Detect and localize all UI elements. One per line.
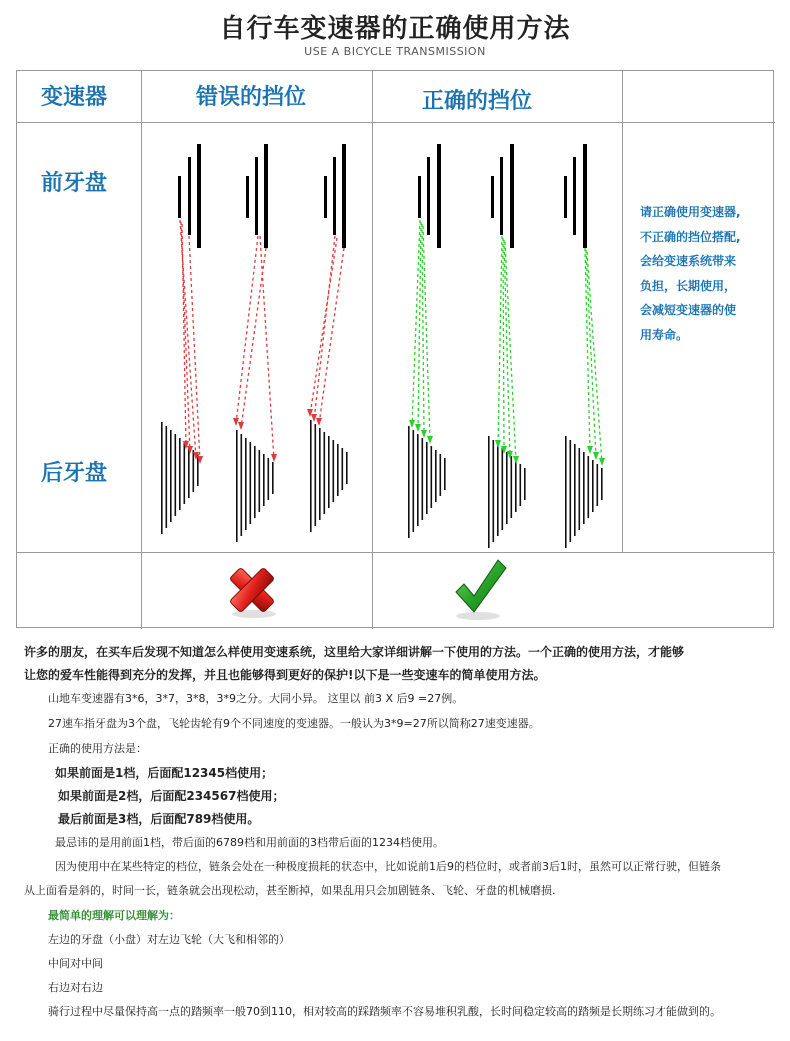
- cassette-cog: [435, 450, 437, 502]
- chain-lines-wrong: [180, 220, 344, 462]
- cassette-cog: [583, 452, 585, 524]
- cassette-cog: [324, 432, 326, 514]
- cassette-cog: [588, 456, 590, 518]
- page-title: 自行车变速器的正确使用方法: [219, 14, 571, 44]
- rear-cassette-wrong-3: [310, 420, 348, 532]
- cassette-cog: [175, 434, 177, 516]
- rear-cassette-wrong-2: [236, 430, 274, 542]
- cassette-cog: [250, 442, 252, 524]
- cassette-cog: [241, 434, 243, 536]
- page-subtitle: USE A BICYCLE TRANSMISSION: [304, 45, 486, 58]
- cassette-cog: [310, 420, 312, 532]
- correct-method-heading: 正确的使用方法是：: [48, 742, 147, 755]
- header-shifter: 变速器: [41, 85, 108, 110]
- note-line: 会减短变速器的使: [640, 303, 737, 317]
- note-line: 不正确的挡位搭配,: [640, 229, 741, 244]
- cassette-cog: [579, 448, 581, 530]
- simple-rule-left: 左边的牙盘（小盘）对左边飞轮（大飞和相邻的）: [48, 933, 290, 946]
- cassette-cog: [263, 454, 265, 506]
- cassette-cog: [254, 446, 256, 518]
- cassette-cog: [520, 464, 522, 506]
- cassette-cog: [592, 460, 594, 512]
- mtb-gear-types: 山地车变速器有3*6，3*7，3*8，3*9之分。大同小异。 这里以 前3 X 后9 =27例。: [48, 692, 464, 705]
- note-line: 会给变速系统带来: [640, 254, 737, 268]
- cadence-advice: 骑行过程中尽量保持高一点的踏频率一般70到110，相对较高的踩踏频率不容易堆积乳酸，长时间稳定较高的踏频是长期练习才能做到的。: [48, 1005, 721, 1018]
- cassette-cog: [488, 436, 490, 548]
- rule-gear-3: 最后前面是3档，后面配789档使用。: [58, 812, 260, 826]
- cassette-cog: [502, 448, 504, 530]
- cassette-cog: [268, 458, 270, 500]
- row-label-rear-cassette: 后牙盘: [41, 461, 108, 486]
- cassette-cog: [574, 444, 576, 536]
- cassette-cog: [236, 430, 238, 542]
- cassette-cog: [342, 448, 344, 490]
- front-chainring-wrong-3: [324, 144, 346, 248]
- cassette-cog: [170, 430, 172, 522]
- cassette-cog: [431, 446, 433, 508]
- cassette-cog: [440, 454, 442, 496]
- cassette-cog: [166, 426, 168, 528]
- front-chainring-correct-3: [564, 144, 587, 248]
- cassette-cog: [328, 436, 330, 508]
- cassette-cog: [493, 440, 495, 542]
- cassette-cog: [565, 436, 567, 548]
- chain-arrowheads-wrong: [183, 409, 322, 464]
- header-correct-gear: 正确的挡位: [422, 89, 533, 114]
- cassette-cog: [259, 450, 261, 512]
- cassette-cog: [515, 460, 517, 512]
- cassette-cog: [245, 438, 247, 530]
- chain-lines-correct: [412, 220, 602, 464]
- cassette-cog: [319, 428, 321, 520]
- row-label-front-chainring: 前牙盘: [41, 171, 108, 196]
- simple-rule-middle: 中间对中间: [48, 957, 103, 970]
- reason-line-2: 从上面看是斜的，时间一长，链条就会出现松动，甚至断掉，如果乱用只会加剧链条、飞轮、牙盘的机械磨损.: [24, 884, 556, 897]
- cassette-cog: [179, 438, 181, 510]
- cassette-cog: [408, 426, 410, 538]
- cassette-cog: [497, 444, 499, 536]
- note-line: 请正确使用变速器,: [640, 205, 741, 219]
- rule-gear-1: 如果前面是1档，后面配12345档使用；: [55, 766, 274, 780]
- taboo-combination: 最忌讳的是用前面1档，带后面的6789档和用前面的3档带后面的1234档使用。: [55, 836, 444, 849]
- rear-cassette-correct-1: [408, 426, 446, 538]
- cassette-cog: [161, 422, 163, 534]
- reason-line-1: 因为使用中在某些特定的档位，链条会处在一种极度损耗的状态中，比如说前1后9的档位时，或者前3后1时，虽然可以正常行驶，但链条: [55, 860, 721, 873]
- cassette-cog: [597, 464, 599, 506]
- cassette-cog: [570, 440, 572, 542]
- cassette-cog: [188, 446, 190, 498]
- rear-cassette-correct-2: [488, 436, 526, 548]
- note-line: 用寿命。: [640, 327, 689, 342]
- simple-rule-right: 右边对右边: [48, 981, 103, 994]
- cassette-cog: [193, 450, 195, 492]
- cassette-cog: [272, 462, 274, 494]
- cassette-cog: [413, 430, 415, 532]
- cassette-cog: [506, 452, 508, 524]
- rear-cassettes: [161, 420, 603, 548]
- cassette-cog: [524, 468, 526, 500]
- cassette-cog: [444, 458, 446, 490]
- speed-27-explanation: 27速车指牙盘为3个盘，飞轮齿轮有9个不同速度的变速器。一般认为3*9=27所以简称27速变速器。: [48, 717, 540, 730]
- cassette-cog: [422, 438, 424, 520]
- cassette-cog: [337, 444, 339, 496]
- wrong-cross-icon: [229, 567, 276, 618]
- simple-understanding-title: 最简单的理解可以理解为：: [48, 909, 180, 922]
- note-line: 负担，长期使用，: [640, 278, 737, 293]
- rule-gear-2: 如果前面是2档，后面配234567档使用；: [58, 789, 285, 803]
- cassette-cog: [315, 424, 317, 526]
- cassette-cog: [601, 468, 603, 500]
- cassette-cog: [417, 434, 419, 526]
- cassette-cog: [511, 456, 513, 518]
- cassette-cog: [426, 442, 428, 514]
- cassette-cog: [333, 440, 335, 502]
- intro-line-2: 让您的爱车性能得到充分的发挥，并且也能够得到更好的保护!以下是一些变速车的简单使用方法。: [24, 668, 546, 682]
- rear-cassette-wrong-1: [161, 422, 199, 534]
- intro-line-1: 许多的朋友，在买车后发现不知道怎么样使用变速系统，这里给大家详细讲解一下使用的方法。一个正确的使用方法，才能够: [24, 645, 685, 659]
- header-wrong-gear: 错误的挡位: [196, 85, 307, 110]
- correct-check-icon: [456, 560, 506, 620]
- front-chainring-wrong-2: [246, 144, 268, 248]
- cassette-cog: [346, 452, 348, 484]
- front-chainring-correct-2: [491, 144, 514, 248]
- cassette-cog: [184, 442, 186, 504]
